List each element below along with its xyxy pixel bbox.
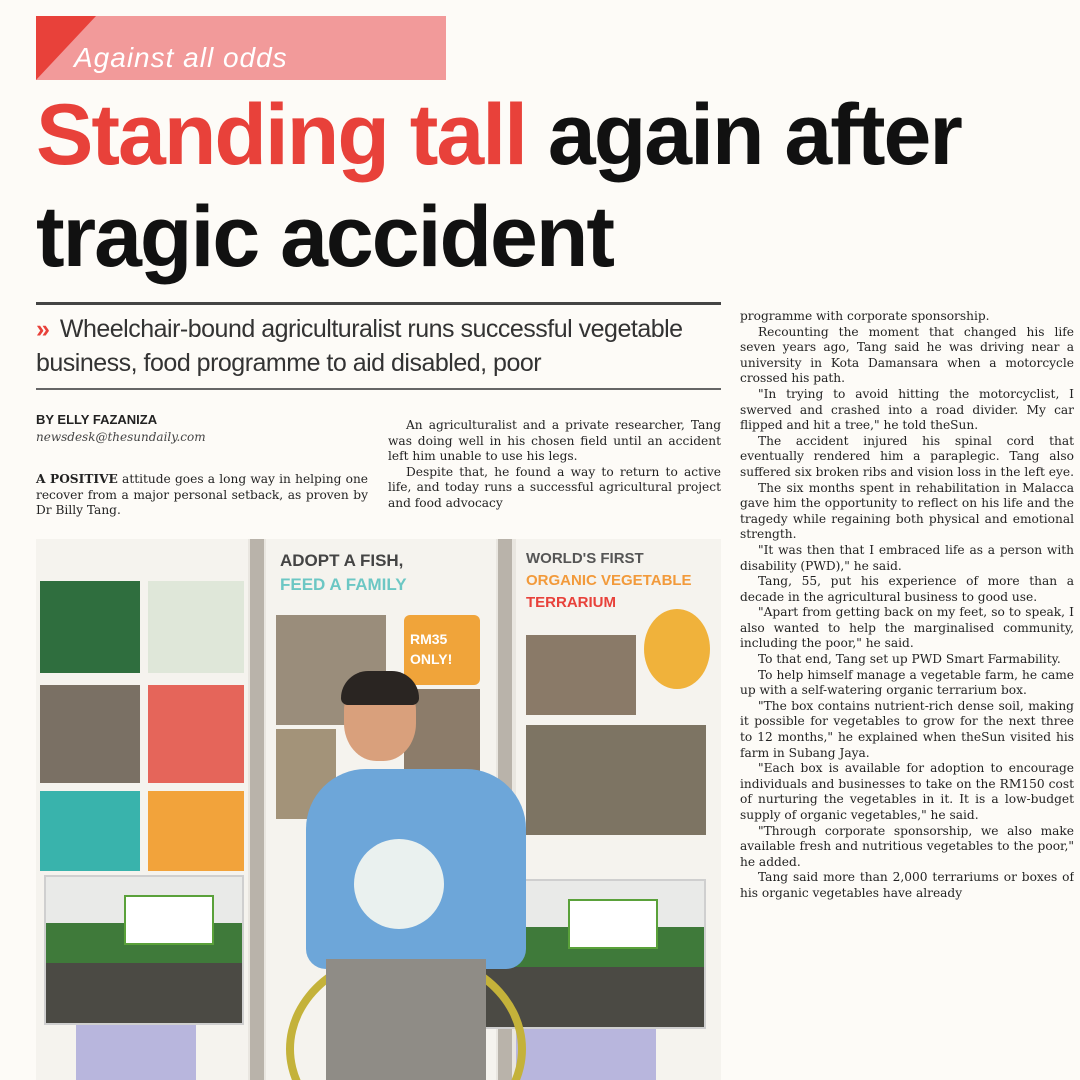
banner-pole xyxy=(250,539,264,1080)
col2-para-2: Despite that, he found a way to return to active life, and today runs a successful agricultural project and food advocacy xyxy=(388,464,721,510)
col3-para-9: To that end, Tang set up PWD Smart Farmability. xyxy=(758,652,1061,667)
col3-para-6: "It was then that I embraced life as a person with disability (PWD)," he said. xyxy=(740,542,1074,573)
kicker-label: Against all odds xyxy=(74,42,288,73)
award-badge-icon xyxy=(644,609,710,689)
photo-tile xyxy=(40,581,140,673)
col3-para-12: "Each box is available for adoption to encourage individuals and businesses to take on the RM150 cost of nurturing the vegetables in it. It is a low-budget supply of organic vegetables," he said. xyxy=(740,761,1074,822)
col1-para xyxy=(36,472,368,519)
terrarium-box-left xyxy=(44,875,244,1025)
col3-para-13: "Through corporate sponsorship, we also make available fresh and nutritious vegetables to the poor," he added. xyxy=(740,823,1074,869)
headline-rest: again after tragic accident xyxy=(36,87,961,285)
col3-para-5: The six months spent in rehabilitation in Malacca gave him the opportunity to reflect on his life and the tragedy while regaining both physical and emotional strength. xyxy=(740,480,1074,542)
photo-tile xyxy=(148,581,244,673)
right-banner-line2: ORGANIC VEGETABLE xyxy=(526,572,692,589)
col1-text: attitude goes a long way in helping one recover from a major personal setback, as proven by Dr Billy Tang. xyxy=(36,472,369,518)
author-email: newsdesk@thesundaily.com xyxy=(36,430,206,444)
photo-tile xyxy=(40,685,140,783)
rule-bottom xyxy=(36,388,721,390)
col3-para-4: The accident injured his spinal cord that eventually rendered him a paraplegic. Tang also suffered six broken ribs and vision loss in the left eye. xyxy=(740,433,1074,479)
mid-banner-line2: FEED A FAMILY xyxy=(280,575,407,594)
box-label xyxy=(568,899,658,949)
right-banner-line1: WORLD'S FIRST xyxy=(526,550,644,567)
photo-tile xyxy=(40,791,140,871)
rule-top xyxy=(36,302,721,305)
person-hair xyxy=(341,671,419,705)
mid-banner-line1: ADOPT A FISH, xyxy=(280,551,404,570)
person-legs xyxy=(326,959,486,1080)
article-photo xyxy=(36,539,721,1080)
right-banner-line3: TERRARIUM xyxy=(526,594,616,611)
headline xyxy=(36,84,1076,288)
col3-para-3: "In trying to avoid hitting the motorcyclist, I swerved and crashed into a road divider. My car flipped and hit a tree," he told theSun. xyxy=(740,386,1074,433)
lead-in: A POSITIVE xyxy=(36,472,118,486)
col2-para-1: An agriculturalist and a private researcher, Tang was doing well in his chosen field until an accident left him unable to use his legs. xyxy=(388,418,721,464)
subhead-text: Wheelchair-bound agriculturalist runs successful vegetable business, food programme to aid disabled, poor xyxy=(36,315,683,377)
col3-para-8: "Apart from getting back on my feet, so to speak, I also wanted to help the marginalised community, including the poor," he said. xyxy=(740,605,1074,651)
stool-left xyxy=(76,1025,196,1080)
photo-tile xyxy=(148,685,244,783)
col3-para-10: To help himself manage a vegetable farm, he came up with a self-watering organic terrarium box. xyxy=(740,667,1074,698)
photo-tile xyxy=(526,635,636,715)
col3-para-11: "The box contains nutrient-rich dense soil, making it possible for vegetables to grow for the next three to 12 months," he explained when theSun visited his farm in Subang Jaya. xyxy=(740,698,1074,760)
box-soil xyxy=(46,963,242,1023)
shirt-print xyxy=(354,839,444,929)
subhead xyxy=(36,312,726,380)
photo-tile xyxy=(526,725,706,835)
col3-para-7: Tang, 55, put his experience of more than a decade in the agricultural business to good use. xyxy=(740,574,1074,604)
subhead-arrow: » xyxy=(36,315,50,343)
box-label xyxy=(124,895,214,945)
column-3 xyxy=(740,309,1074,1079)
headline-red: Standing tall xyxy=(36,87,526,183)
column-2 xyxy=(388,418,721,512)
col3-para-1: programme with corporate sponsorship. xyxy=(740,309,990,323)
col3-para-14: Tang said more than 2,000 terrariums or boxes of his organic vegetables have already xyxy=(740,870,1074,900)
mid-price: RM35 ONLY! xyxy=(410,631,453,667)
price-tag xyxy=(404,615,480,685)
stool-right xyxy=(516,1029,656,1080)
byline: BY ELLY FAZANIZA xyxy=(36,412,158,427)
photo-tile xyxy=(148,791,244,871)
column-1 xyxy=(36,472,368,519)
col3-para-2: Recounting the moment that changed his life seven years ago, Tang said he was driving near a university in Kota Damansara when a motorcycle crossed his path. xyxy=(740,324,1074,386)
section-kicker xyxy=(36,16,446,80)
